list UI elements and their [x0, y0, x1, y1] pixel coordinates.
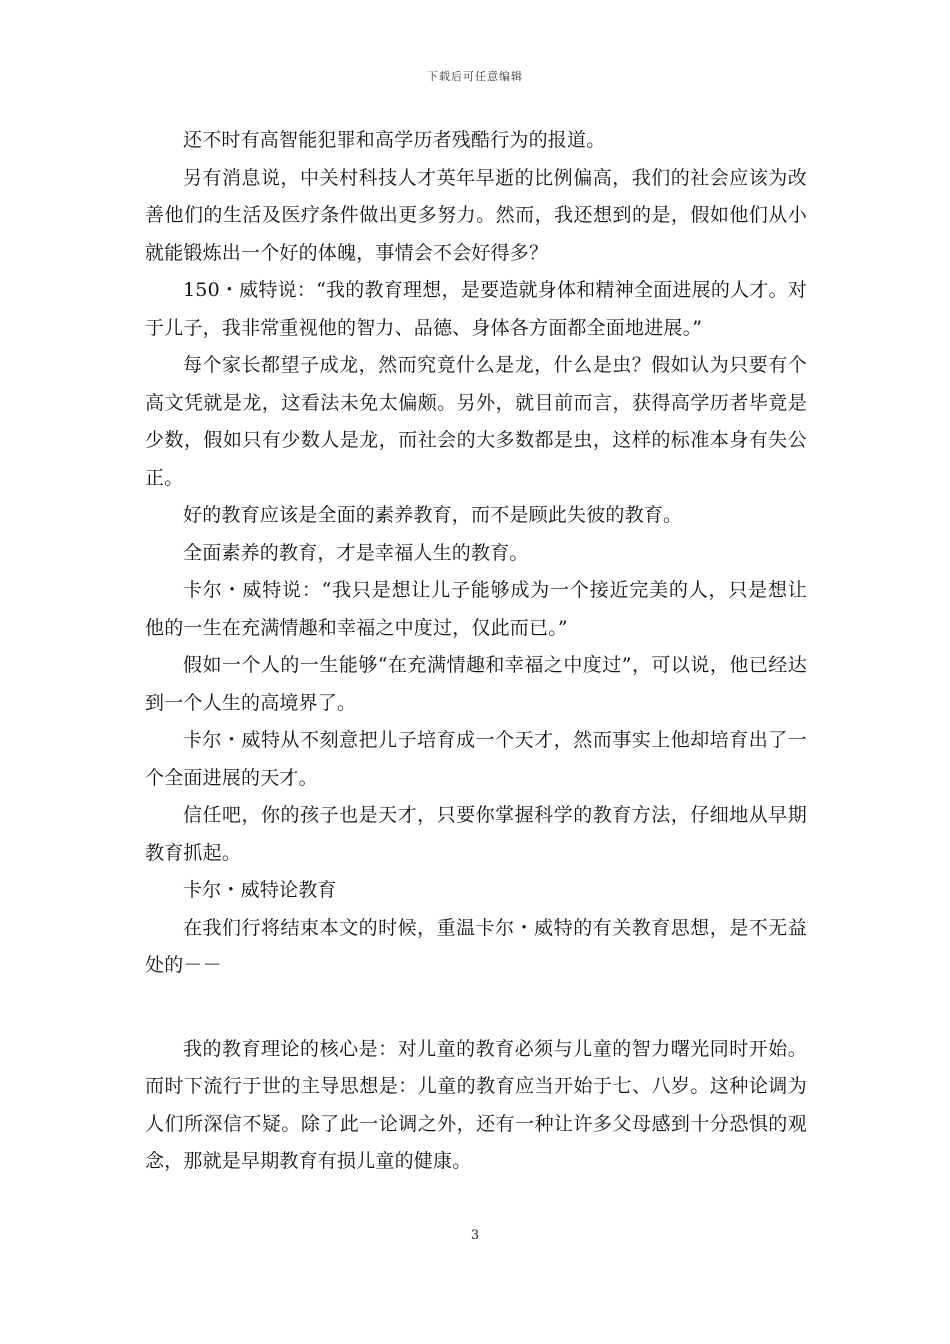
- paragraph: 卡尔・威特说：“我只是想让儿子能够成为一个接近完美的人，只是想让他的一生在充满情趣和幸福之中度过，仅此而已。”: [145, 579, 807, 639]
- section-heading: 卡尔・威特论教育: [183, 879, 337, 901]
- paragraph: 150・威特说：“我的教育理想，是要造就身体和精神全面进展的人才。对于儿子，我非常重视他的智力、品德、身体各方面都全面地进展。”: [145, 279, 807, 339]
- paragraph: 信任吧，你的孩子也是天才，只要你掌握科学的教育方法，仔细地从早期教育抓起。: [145, 804, 807, 864]
- paragraph: 每个家长都望子成龙，然而究竟什么是龙，什么是虫？假如认为只要有个高文凭就是龙，这看法未免太偏颇。另外，就目前而言，获得高学历者毕竟是少数，假如只有少数人是龙，而社会的大多数都是虫，这样的标准本身有失公正。: [145, 354, 807, 489]
- page-header: 下载后可任意编辑: [427, 70, 523, 83]
- paragraph: 好的教育应该是全面的素养教育，而不是顾此失彼的教育。: [183, 504, 683, 526]
- paragraph: 另有消息说，中关村科技人才英年早逝的比例偏高，我们的社会应该为改善他们的生活及医疗条件做出更多努力。然而，我还想到的是，假如他们从小就能锻炼出一个好的体魄，事情会不会好得多？: [145, 166, 807, 264]
- paragraph: 还不时有高智能犯罪和高学历者残酷行为的报道。: [183, 129, 606, 151]
- paragraph: 在我们行将结束本文的时候，重温卡尔・威特的有关教育思想，是不无益处的－－: [145, 916, 807, 976]
- paragraph-spacer: [145, 985, 807, 1031]
- paragraph: 全面素养的教育，才是幸福人生的教育。: [183, 541, 529, 564]
- page-number: 3: [470, 1228, 480, 1243]
- paragraph: 假如一个人的一生能够“在充满情趣和幸福之中度过”，可以说，他已经达到一个人生的高境界了。: [145, 654, 807, 714]
- paragraph: 卡尔・威特从不刻意把儿子培育成一个天才，然而事实上他却培育出了一个全面进展的天才。: [145, 729, 807, 789]
- document-body: [145, 122, 807, 1181]
- paragraph: 我的教育理论的核心是：对儿童的教育必须与儿童的智力曙光同时开始。而时下流行于世的主导思想是：儿童的教育应当开始于七、八岁。这种论调为人们所深信不疑。除了此一论调之外，还有一种让许多父母感到十分恐惧的观念，那就是早期教育有损儿童的健康。: [145, 1037, 807, 1172]
